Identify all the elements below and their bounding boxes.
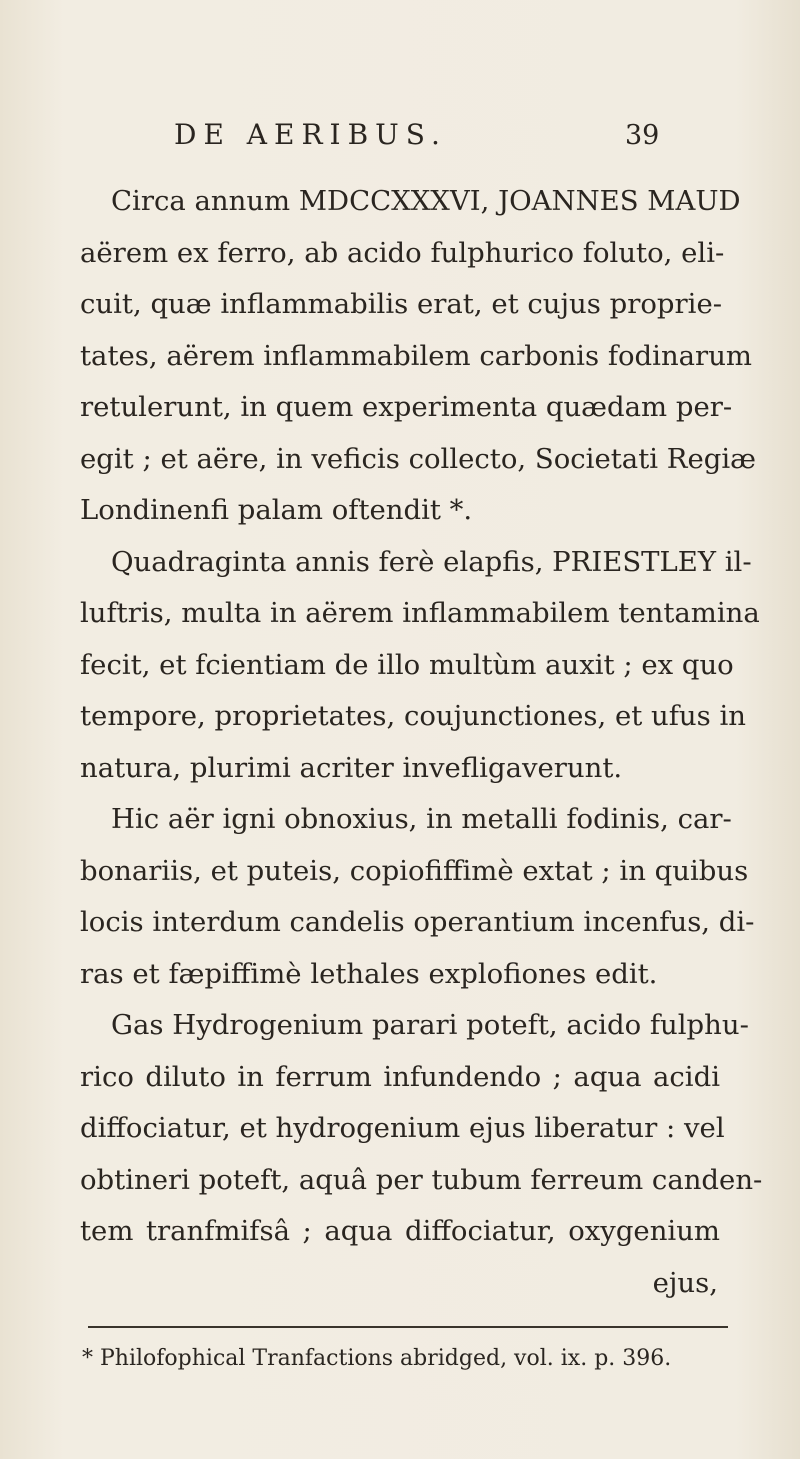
text-line: diffociatur, et hydrogenium ejus liberatur : vel (80, 1112, 725, 1144)
text-line: retulerunt, in quem experimenta quædam per- (80, 391, 733, 423)
text-line: egit ; et aëre, in veficis collecto, Societati Regiæ (80, 442, 757, 475)
page-header (0, 118, 800, 168)
text-line: tem tranfmifsâ ; aqua diffociatur, oxygenium (80, 1215, 720, 1247)
catchword: ejus, (652, 1266, 718, 1299)
text-line: Gas Hydrogenium parari poteft, acido fulphu- (111, 1009, 749, 1041)
text-line: tates, aërem inflammabilem carbonis fodinarum (80, 339, 752, 372)
text-line: fecit, et fcientiam de illo multùm auxit ; ex quo (80, 648, 734, 681)
footnote-rule (88, 1326, 728, 1328)
page-number: 39 (625, 120, 660, 151)
text-line: natura, plurimi acriter invefligaverunt. (80, 751, 623, 784)
text-line: ras et fæpiffimè lethales explofiones edit. (80, 957, 658, 990)
text-line: bonariis, et puteis, copiofiffimè extat ; in quibus (80, 854, 749, 887)
text-line: tempore, proprietates, coujunctiones, et ufus in (80, 700, 746, 732)
text-line: Hic aër igni obnoxius, in metalli fodinis, car- (111, 803, 732, 835)
text-line: luftris, multa in aërem inflammabilem tentamina (80, 597, 760, 629)
text-line: Circa annum MDCCXXXVI, JOANNES MAUD (111, 185, 741, 217)
running-head: DE AERIBUS. (174, 118, 447, 151)
text-line: aërem ex ferro, ab acido fulphurico foluto, eli- (80, 236, 725, 269)
text-line: Londinenfi palam oftendit *. (80, 494, 473, 526)
text-line: Quadraginta annis ferè elapfis, PRIESTLEY il- (111, 545, 752, 578)
footnote: * Philofophical Tranfactions abridged, vol. ix. p. 396. (82, 1346, 672, 1371)
main-text (80, 176, 763, 1309)
text-line: cuit, quæ inflammabilis erat, et cujus proprie- (80, 288, 723, 320)
text-line: locis interdum candelis operantium incenfus, di- (80, 906, 755, 938)
text-line: obtineri poteft, aquâ per tubum ferreum canden- (80, 1163, 763, 1196)
text-line: rico diluto in ferrum infundendo ; aqua acidi (80, 1060, 720, 1093)
